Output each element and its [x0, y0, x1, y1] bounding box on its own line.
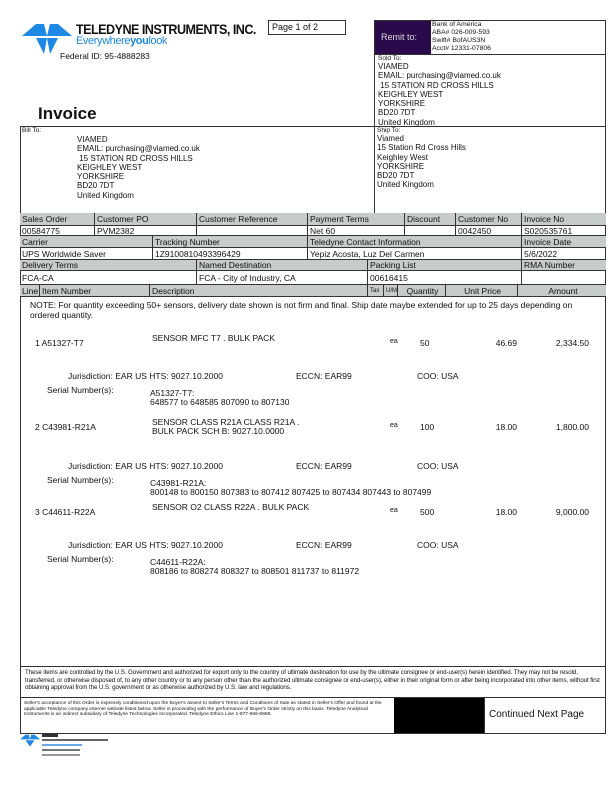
header-values-cell [522, 271, 606, 285]
line-coo: COO: USA [417, 540, 459, 550]
header-labels [20, 260, 606, 271]
line-amount: 1,800.00 [555, 422, 589, 432]
bill-to-address: VIAMED EMAIL: purchasing@viamed.co.uk 15 STATION RD CROSS HILLS KEIGHLEY WEST YORKSHIRE BD20 7DT United Kingdom [77, 135, 200, 200]
line-eccn: ECCN: EAR99 [296, 461, 352, 471]
header-labels-cell: Customer Reference [197, 213, 308, 226]
column-headers-cell: Amount [548, 286, 578, 296]
line-price: 46.69 [495, 338, 517, 348]
continued-label: Continued Next Page [484, 698, 605, 733]
column-headers-cell: Description [150, 285, 368, 297]
line-serial-label: Serial Number(s): [47, 385, 114, 395]
header-labels-cell: Tracking Number [153, 236, 308, 248]
column-headers-cell: Line [22, 286, 39, 296]
column-headers-cell: Quantity [398, 285, 446, 297]
bill-to-label: Bill To: [22, 127, 42, 134]
header-values-cell: 00584775 [20, 226, 95, 236]
black-block [394, 698, 484, 733]
header-values-cell [405, 226, 456, 236]
header-values-cell: Net 60 [308, 226, 405, 236]
company-name: TELEDYNE INSTRUMENTS, INC. [76, 21, 256, 37]
line-jur: Jurisdiction: EAR US HTS: 9027.10.2000 [68, 371, 223, 381]
header-labels-cell: Named Destination [197, 260, 368, 271]
column-headers-cell: Unit Price [446, 285, 518, 297]
header-values-cell: S020535761 [524, 226, 573, 236]
remit-box [374, 20, 606, 55]
line-desc1: SENSOR O2 CLASS R22A . BULK PACK [152, 502, 310, 512]
line-eccn: ECCN: EAR99 [296, 371, 352, 381]
header-labels-cell: RMA Number [524, 260, 576, 270]
line-eccn: ECCN: EAR99 [296, 540, 352, 550]
header-values-cell [197, 226, 308, 236]
line-price: 18.00 [495, 507, 517, 517]
header-labels-cell: Delivery Terms [20, 260, 197, 271]
header-values [20, 271, 606, 285]
column-headers-cell: U/M [384, 285, 398, 297]
terms-box [20, 697, 606, 734]
remit-bank-info: Bank of America ABA# 026-009-593 Swift# BofAUS3N Acct# 12331-07806 [432, 21, 491, 52]
line-desc1: SENSOR MFC T7 . BULK PACK [152, 333, 275, 343]
footer-logo-icon [20, 734, 40, 748]
header-values-cell: Yepiz Acosta, Luz Del Carmen [308, 248, 522, 260]
header-values-cell: 0042450 [456, 226, 522, 236]
line-serial1: A51327-T7: [150, 388, 195, 398]
header-values [20, 226, 606, 236]
delivery-note: NOTE: For quantity exceeding 50+ sensors, delivery date shown is not firm and final. Ship date maybe extended for up to 25 days depending on ordered quantity. [30, 300, 573, 320]
tagline: Everywhereyoulook [76, 35, 168, 47]
line-qty: 50 [420, 338, 430, 348]
remit-label: Remit to: [375, 21, 431, 54]
header-values-cell: 5/6/2022 [524, 249, 558, 259]
header-labels-cell: Invoice No [524, 214, 565, 224]
page-indicator: Page 1 of 2 [268, 20, 346, 35]
column-headers [20, 285, 606, 297]
line-desc2: BULK PACK SCH B: 9027.10.0000 [152, 426, 285, 436]
footer-logo-text [42, 734, 112, 760]
header-labels [20, 236, 606, 248]
line-serial1: C44611-R22A: [150, 557, 206, 567]
address-box [20, 126, 606, 214]
header-labels-cell: Payment Terms [308, 213, 405, 226]
header-values-cell: FCA - City of Industry, CA [197, 271, 368, 285]
line-serial-label: Serial Number(s): [47, 475, 114, 485]
line-serial2: 648577 to 648585 807090 to 807130 [150, 397, 290, 407]
header-labels-cell: Teledyne Contact Information [308, 236, 522, 248]
page-title: Invoice [38, 104, 97, 123]
line-um: ea [390, 422, 398, 429]
line-serial2: 800148 to 800150 807383 to 807412 807425 to 807434 807443 to 807499 [150, 487, 432, 497]
line-um: ea [390, 507, 398, 514]
header-values-cell: 00616415 [368, 271, 522, 285]
header-labels-cell: Customer No [456, 213, 522, 226]
header-values-cell: UPS Worldwide Saver [20, 248, 153, 260]
line-coo: COO: USA [417, 461, 459, 471]
header-values-cell: FCA-CA [20, 271, 197, 285]
line-serial-label: Serial Number(s): [47, 554, 114, 564]
sold-to-box: Sold To: VIAMED EMAIL: purchasing@viamed.co.uk 15 STATION RD CROSS HILLS KEIGHLEY WEST YORKSHIRE BD20 7DT United Kingdom [374, 54, 606, 127]
line-jur: Jurisdiction: EAR US HTS: 9027.10.2000 [68, 540, 223, 550]
header-values-cell: 1Z9100810493396429 [153, 248, 308, 260]
line-coo: COO: USA [417, 371, 459, 381]
header-labels-cell: Discount [405, 213, 456, 226]
header-labels-cell: Invoice Date [524, 237, 572, 247]
line-price: 18.00 [495, 422, 517, 432]
header-labels-cell: Packing List [368, 260, 522, 271]
federal-id: Federal ID: 95-4888283 [60, 51, 150, 61]
header-labels-cell: Carrier [20, 236, 153, 248]
header-labels-cell: Sales Order [20, 213, 95, 226]
line-serial2: 808186 to 808274 808327 to 808501 811737 to 811972 [150, 566, 360, 576]
export-notice: These items are controlled by the U.S. Government and authorized for export only to the country of ultimate destination for use by the ultimate consignee or end-user(s) herein identified. They may not be resold, transferred, or otherwise disposed of, to any other country or to any person other than the authorized ultimate consignee or end-user(s), either in their original form or after being incorporated into other items, without first obtaining approval from the U.S. government or as otherwise authorized by U.S. law and regulations. [20, 666, 606, 698]
header-labels [20, 213, 606, 226]
line-amount: 9,000.00 [555, 507, 589, 517]
line-qty: 100 [420, 422, 435, 432]
column-headers-cell: Tax [368, 285, 384, 297]
line-item: 1 A51327-T7 [35, 338, 84, 348]
header-values [20, 248, 606, 260]
line-jur: Jurisdiction: EAR US HTS: 9027.10.2000 [68, 461, 223, 471]
line-desc1: SENSOR CLASS R21A CLASS R21A . [152, 417, 300, 427]
line-qty: 500 [420, 507, 435, 517]
line-amount: 2,334.50 [555, 338, 589, 348]
header-labels-cell: Customer PO [95, 213, 197, 226]
line-item: 3 C44611-R22A [35, 507, 96, 517]
ship-to-address: Ship To: Viamed 15 Station Rd Cross Hills Keighley West YORKSHIRE BD20 7DT United Kingdom [377, 127, 466, 190]
terms-text: Seller's acceptance of this Order is expressly conditioned upon the Buyer's assent to Seller's Terms and Conditions of Sale as stated in Seller's Offer and found at the applicable Teledyne company internet website listed below. Seller is proceeding with the performance of Buyer's Order strictly on this basis. Teledyne Analytical Instruments is an indirect subsidiary of Teledyne Technologies Incorporated. Teledyne Ethics Line 1-877-666-6968. [24, 701, 382, 718]
line-serial1: C43981-R21A: [150, 478, 207, 488]
header-values-cell: PVM2382 [95, 226, 197, 236]
line-um: ea [390, 338, 398, 345]
line-item: 2 C43981-R21A [35, 422, 96, 432]
column-headers-cell: Item Number [40, 285, 150, 297]
